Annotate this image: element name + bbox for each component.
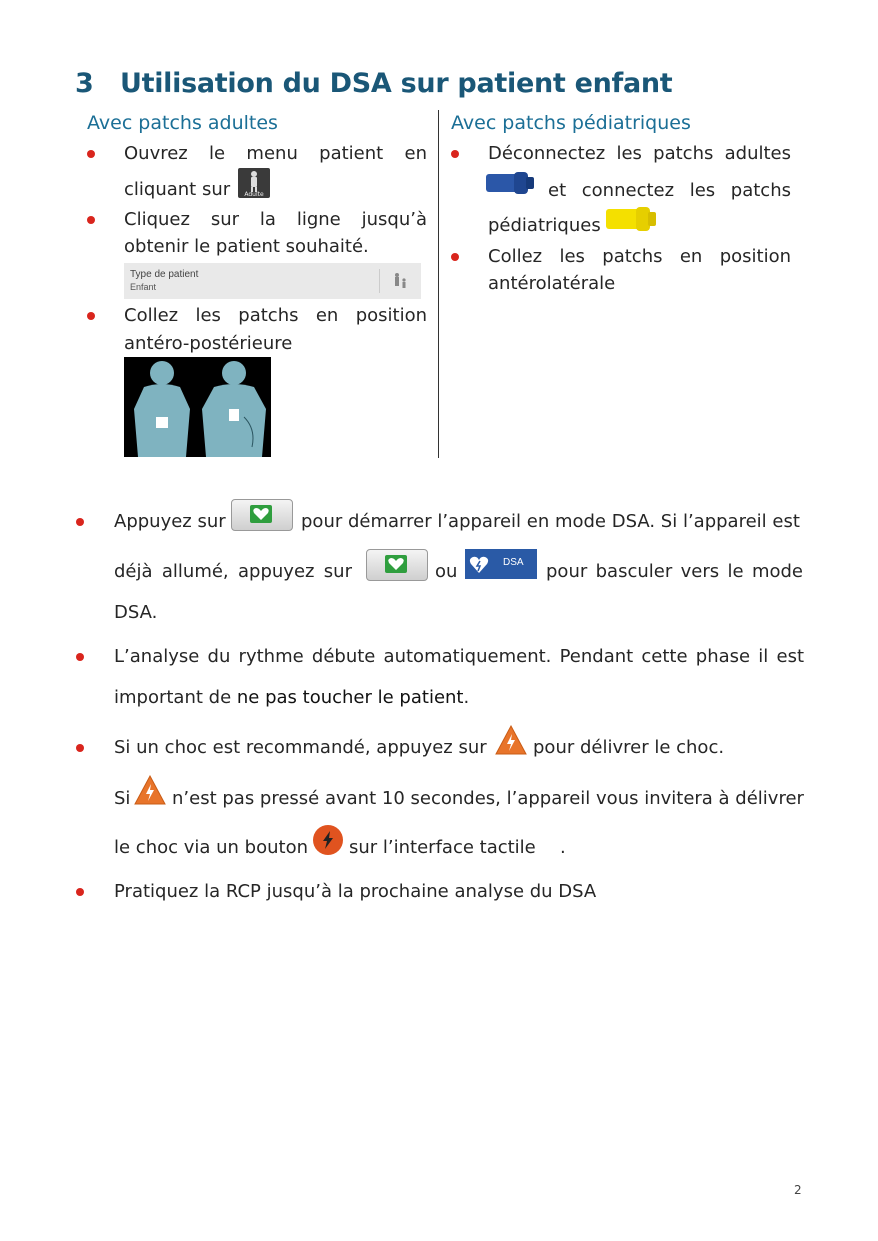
aed-heart-icon bbox=[250, 505, 272, 523]
aed-power-button[interactable] bbox=[231, 499, 293, 531]
pediatric-pads-connector-icon bbox=[606, 204, 658, 234]
adult-pads-connector-icon bbox=[486, 168, 536, 198]
shock-triangle-icon bbox=[134, 775, 166, 805]
dsa-button-label: DSA bbox=[503, 557, 524, 568]
p2-part-b: important de bbox=[114, 687, 232, 708]
p3-part-b: pour délivrer le choc. bbox=[533, 737, 725, 758]
p3-part-d: n’est pas pressé avant 10 secondes, l’appareil vous invitera à délivrer bbox=[172, 788, 804, 809]
right-b2-line1: Collez les patchs en position bbox=[488, 246, 791, 267]
p1-part-c: déjà allumé, appuyez sur bbox=[114, 561, 352, 582]
p4-text: Pratiquez la RCP jusqu’à la prochaine analyse du DSA bbox=[114, 881, 597, 902]
p3-part-a: Si un choc est recommandé, appuyez sur bbox=[114, 737, 487, 758]
left-b3-line2: antéro-postérieure bbox=[124, 333, 293, 354]
shock-triangle-icon[interactable] bbox=[495, 725, 527, 755]
p2-line2 bbox=[114, 684, 469, 711]
bullet-icon bbox=[76, 653, 84, 661]
left-b2-line1: Cliquez sur la ligne jusqu’à bbox=[124, 209, 427, 230]
p3-part-g: . bbox=[560, 837, 566, 858]
separator bbox=[379, 269, 380, 293]
left-b1-line2: cliquant sur bbox=[124, 179, 231, 200]
section-title bbox=[75, 68, 672, 99]
left-b1-line1: Ouvrez le menu patient en bbox=[124, 143, 427, 164]
p1-part-a: Appuyez sur bbox=[114, 511, 226, 532]
p1-part-d: ou bbox=[435, 561, 458, 582]
p3-part-f: sur l’interface tactile bbox=[349, 837, 536, 858]
p1-part-e: pour basculer vers le mode bbox=[546, 561, 803, 582]
adult-icon-label: Adulte bbox=[244, 191, 264, 198]
right-column-heading: Avec patchs pédiatriques bbox=[451, 112, 691, 134]
p1-part-f: DSA. bbox=[114, 602, 158, 623]
bullet-icon bbox=[76, 888, 84, 896]
patient-type-selector[interactable] bbox=[124, 263, 421, 299]
bullet-icon bbox=[87, 150, 95, 158]
adult-patient-icon[interactable] bbox=[238, 168, 270, 198]
section-number: 3 bbox=[75, 68, 94, 99]
bullet-icon bbox=[76, 744, 84, 752]
p2-part-c: . bbox=[463, 687, 470, 708]
patient-type-label: Type de patient bbox=[130, 269, 199, 280]
column-divider bbox=[438, 110, 439, 458]
aed-heart-icon bbox=[385, 555, 407, 573]
dsa-mode-button[interactable] bbox=[465, 549, 537, 579]
left-column-heading: Avec patchs adultes bbox=[87, 112, 278, 134]
section-title-text: Utilisation du DSA sur patient enfant bbox=[120, 68, 673, 99]
right-b1-line2: et connectez les patchs bbox=[548, 180, 791, 201]
aed-power-button-2[interactable] bbox=[366, 549, 428, 581]
page-number: 2 bbox=[794, 1183, 802, 1197]
right-b1-line3: pédiatriques bbox=[488, 215, 601, 236]
heart-bolt-icon bbox=[468, 553, 490, 575]
adult-child-icon bbox=[392, 272, 408, 290]
p2-part-a: L’analyse du rythme débute automatiquement. Pendant cette phase il est bbox=[114, 646, 804, 667]
shock-round-button-icon[interactable] bbox=[312, 824, 344, 856]
p3-part-c: Si bbox=[114, 788, 131, 809]
right-b2-line2: antérolatérale bbox=[488, 273, 616, 294]
right-b1-line1: Déconnectez les patchs adultes bbox=[488, 143, 791, 164]
p1-part-b: pour démarrer l’appareil en mode DSA. Si l’appareil est bbox=[301, 511, 800, 532]
anterior-posterior-placement-image bbox=[124, 357, 271, 457]
p3-part-e: le choc via un bouton bbox=[114, 837, 309, 858]
bullet-icon bbox=[87, 312, 95, 320]
left-b2-line2: obtenir le patient souhaité. bbox=[124, 236, 369, 257]
left-b3-line1: Collez les patchs en position bbox=[124, 305, 427, 326]
bullet-icon bbox=[451, 253, 459, 261]
bullet-icon bbox=[76, 518, 84, 526]
p2-emphasis: ne pas toucher le patient bbox=[236, 687, 464, 708]
patient-type-value: Enfant bbox=[130, 282, 157, 292]
bullet-icon bbox=[87, 216, 95, 224]
bullet-icon bbox=[451, 150, 459, 158]
